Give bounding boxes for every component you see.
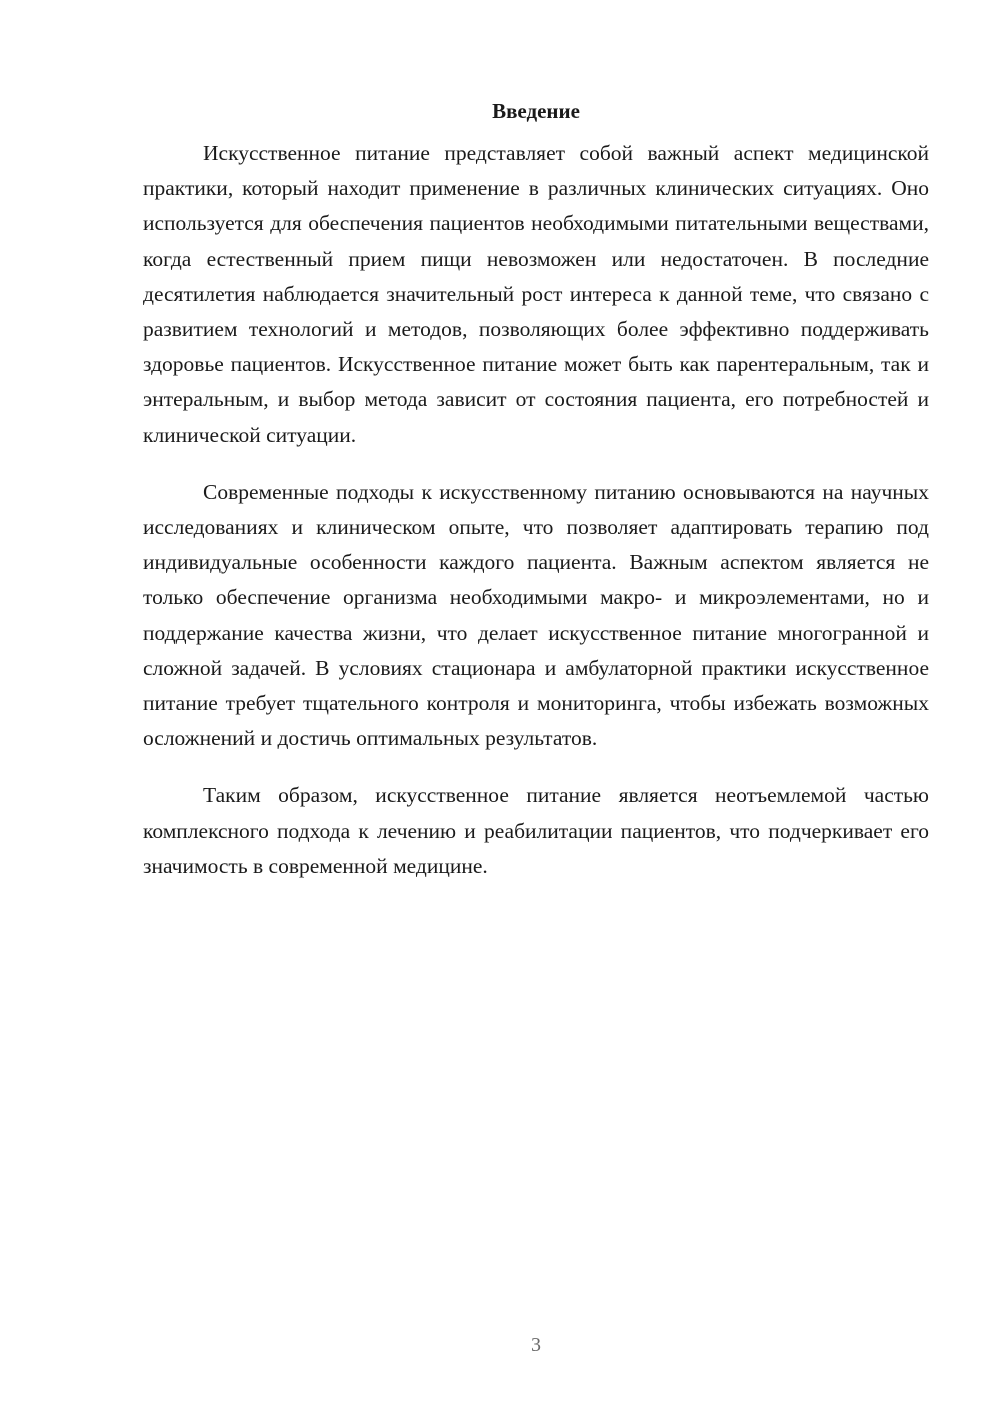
paragraph-1: Искусственное питание представляет собой важный аспект медицинской практики, который находит применение в различных клинических ситуациях. Оно используется для обеспечения пациентов необходимыми питательными веществами, когда естественный прием пищи невозможен или недостаточен. В последние десятилетия наблюдается значительный рост интереса к данной теме, что связано с развитием технологий и методов, позволяющих более эффективно поддерживать здоровье пациентов. Искусственное питание может быть как парентеральным, так и энтеральным, и выбор метода зависит от состояния пациента, его потребностей и клинической ситуации. (143, 141, 929, 447)
paragraph-2: Современные подходы к искусственному питанию основываются на научных исследованиях и клиническом опыте, что позволяет адаптировать терапию под индивидуальные особенности каждого пациента. Важным аспектом является не только обеспечение организма необходимыми макро- и микроэлементами, но и поддержание качества жизни, что делает искусственное питание многогранной и сложной задачей. В условиях стационара и амбулаторной практики искусственное питание требует тщательного контроля и мониторинга, чтобы избежать возможных осложнений и достичь оптимальных результатов. (143, 479, 929, 751)
section-heading: Введение (492, 99, 580, 123)
paragraph-3: Таким образом, искусственное питание является неотъемлемой частью комплексного подхода к лечению и реабилитации пациентов, что подчеркивает его значимость в современной медицине. (143, 783, 929, 878)
page-number: 3 (531, 1334, 541, 1356)
page-content (143, 96, 929, 906)
